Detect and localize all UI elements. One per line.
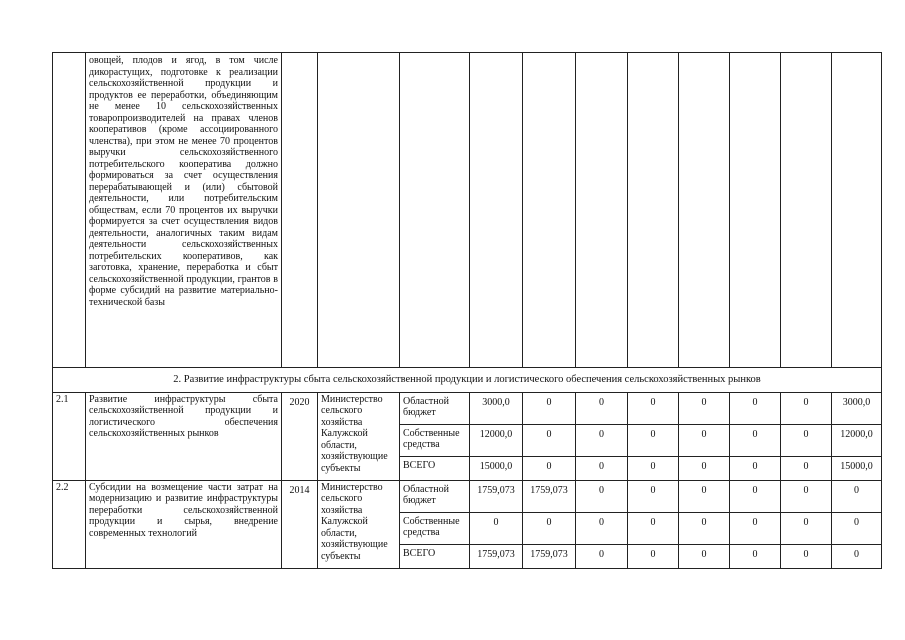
empty-cell <box>832 53 882 368</box>
empty-cell <box>53 53 86 368</box>
amount-cell: 0 <box>730 392 781 424</box>
amount-cell: 0 <box>730 456 781 480</box>
amount-cell: 3000,0 <box>832 392 882 424</box>
amount-cell: 12000,0 <box>832 424 882 456</box>
section-row <box>53 368 882 393</box>
year: 2020 <box>282 392 318 480</box>
measure-name: Субсидии на возмещение части затрат на модернизацию и развитие инфраструктуры переработки сельскохозяйственной продукции и сырья, внедрение современных технологий <box>86 480 282 568</box>
amount-cell: 1759,073 <box>523 480 576 512</box>
row-number: 2.1 <box>53 392 86 480</box>
funding-source: ВСЕГО <box>400 456 470 480</box>
amount-cell: 0 <box>781 512 832 544</box>
amount-cell: 0 <box>628 424 679 456</box>
amount-cell: 15000,0 <box>832 456 882 480</box>
amount-cell: 0 <box>576 544 628 568</box>
amount-cell: 0 <box>523 392 576 424</box>
amount-cell: 0 <box>781 392 832 424</box>
amount-cell: 0 <box>628 480 679 512</box>
amount-cell: 0 <box>470 512 523 544</box>
executor: Министерство сельского хозяйства Калужской области, хозяйствующие субъекты <box>318 480 400 568</box>
empty-cell <box>628 53 679 368</box>
amount-cell: 0 <box>679 512 730 544</box>
amount-cell: 0 <box>576 392 628 424</box>
measure-name: Развитие инфраструктуры сбыта сельскохозяйственной продукции и логистического обеспечения сельскохозяйственных рынков <box>86 392 282 480</box>
section-title: 2. Развитие инфраструктуры сбыта сельскохозяйственной продукции и логистического обеспечения сельскохозяйственных рынков <box>53 368 882 393</box>
amount-cell: 0 <box>730 424 781 456</box>
amount-cell: 0 <box>628 392 679 424</box>
empty-cell <box>470 53 523 368</box>
amount-cell: 0 <box>523 424 576 456</box>
amount-cell: 0 <box>730 480 781 512</box>
empty-cell <box>781 53 832 368</box>
amount-cell: 0 <box>781 424 832 456</box>
amount-cell: 0 <box>832 544 882 568</box>
empty-cell <box>679 53 730 368</box>
empty-cell <box>523 53 576 368</box>
amount-cell: 0 <box>523 456 576 480</box>
amount-cell: 0 <box>576 480 628 512</box>
amount-cell: 0 <box>730 544 781 568</box>
amount-cell: 0 <box>628 512 679 544</box>
amount-cell: 0 <box>679 392 730 424</box>
continuation-text: овощей, плодов и ягод, в том числе дикорастущих, подготовке к реализации сельскохозяйственной продукции и продуктов ее переработки, объединяющим не менее 10 сельскохозяйственных товаропроизводителей на правах членов кооперативов (кроме ассоциированного членства), при этом не менее 70 процентов выручки сельскохозяйственного потребительского кооператива должно формироваться за счет осуществления перерабатывающей и (или) сбытовой деятельности, или потребительским обществам, если 70 процентов их выручки формируется за счет осуществления видов деятельности, аналогичных таким видам деятельности сельскохозяйственных потребительских кооперативов, как заготовка, хранение, переработка и сбыт сельскохозяйственной продукции, грантов в форме субсидий на развитие материально-технической базы <box>86 53 282 368</box>
amount-cell: 15000,0 <box>470 456 523 480</box>
amount-cell: 0 <box>781 480 832 512</box>
amount-cell: 0 <box>679 424 730 456</box>
amount-cell: 0 <box>832 480 882 512</box>
amount-cell: 1759,073 <box>470 544 523 568</box>
funding-source: ВСЕГО <box>400 544 470 568</box>
amount-cell: 1759,073 <box>470 480 523 512</box>
amount-cell: 0 <box>576 512 628 544</box>
amount-cell: 0 <box>679 544 730 568</box>
amount-cell: 0 <box>781 544 832 568</box>
table-row <box>53 480 882 512</box>
amount-cell: 0 <box>679 480 730 512</box>
amount-cell: 0 <box>730 512 781 544</box>
empty-cell <box>318 53 400 368</box>
year: 2014 <box>282 480 318 568</box>
amount-cell: 0 <box>523 512 576 544</box>
amount-cell: 1759,073 <box>523 544 576 568</box>
continuation-row <box>53 53 882 368</box>
empty-cell <box>576 53 628 368</box>
amount-cell: 0 <box>576 456 628 480</box>
row-number: 2.2 <box>53 480 86 568</box>
table-body <box>53 53 882 569</box>
amount-cell: 0 <box>781 456 832 480</box>
funding-source: Собственные средства <box>400 424 470 456</box>
empty-cell <box>400 53 470 368</box>
funding-source: Областной бюджет <box>400 392 470 424</box>
amount-cell: 0 <box>628 544 679 568</box>
amount-cell: 3000,0 <box>470 392 523 424</box>
amount-cell: 0 <box>576 424 628 456</box>
executor: Министерство сельского хозяйства Калужской области, хозяйствующие субъекты <box>318 392 400 480</box>
empty-cell <box>730 53 781 368</box>
amount-cell: 0 <box>832 512 882 544</box>
funding-source: Областной бюджет <box>400 480 470 512</box>
funding-source: Собственные средства <box>400 512 470 544</box>
table-row <box>53 392 882 424</box>
program-table <box>52 52 882 569</box>
empty-cell <box>282 53 318 368</box>
amount-cell: 0 <box>679 456 730 480</box>
amount-cell: 12000,0 <box>470 424 523 456</box>
amount-cell: 0 <box>628 456 679 480</box>
